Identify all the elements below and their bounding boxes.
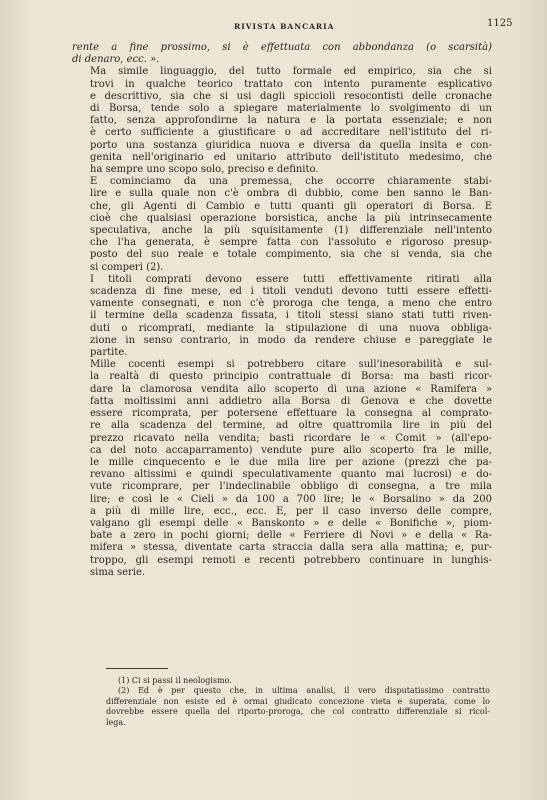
text-line: essere ricomprata, per potersene effettuare la consegna al comprato- bbox=[90, 408, 492, 420]
text-line: revano altissimi e quindi speculativamente quanto mai lucrosi) e do- bbox=[90, 469, 492, 481]
page-number: 1125 bbox=[487, 18, 513, 29]
text-line: Mille cocenti esempi si potrebbero citare sull'inesorabilità e sul- bbox=[90, 359, 492, 371]
text-line: vamente consegnati, e non c'è proroga che tenga, a meno che entro bbox=[90, 298, 492, 310]
text-line: scadenza di fine mese, ed i titoli venduti devono tutti essere effetti- bbox=[90, 286, 492, 298]
text-line: sima serie. bbox=[90, 566, 146, 578]
text-line: posto del suo reale e totale compimento, sia che si venda, sia che bbox=[90, 249, 492, 261]
text-line: si comperi (2). bbox=[90, 261, 164, 273]
footnote-1 bbox=[106, 676, 490, 686]
footnote-line: dovrebbe essere quella del riporto-proroga, che col contratto differenziale si ricol- bbox=[106, 707, 490, 717]
journal-title: RIVISTA BANCARIA bbox=[234, 22, 335, 31]
text-line: rente a fine prossimo, si è effettuata con abbondanza (o scarsità) bbox=[72, 42, 492, 53]
text-line: e descrittivo, sia che si usi dagli spiccioli resocontisti delle cronache bbox=[90, 90, 492, 102]
text-line: di Borsa, tende solo a spiegare materialmente lo svolgimento di un bbox=[90, 103, 492, 115]
article-body bbox=[72, 42, 492, 579]
text-line: fatto, senza approfondirne la natura e la portata essenziale; e non bbox=[90, 115, 492, 127]
footnote-2 bbox=[106, 686, 490, 728]
text-line: zione in senso contrario, in modo da rendere chiuse e pareggiate le bbox=[90, 334, 492, 346]
paragraph bbox=[72, 66, 492, 176]
text-line: la realtà di questo principio contrattuale di Borsa: ma basti ricor- bbox=[90, 371, 492, 383]
text-line: duti o ricomprati, mediante la stipulazione di una nuova obbliga- bbox=[90, 322, 492, 334]
footnote-line: (1) Ci si passi il neologismo. bbox=[118, 676, 232, 685]
text-line: cioè che qualsiasi operazione borsistica, anche la più intrinsecamente bbox=[90, 212, 492, 224]
text-line: è certo sufficiente a giustificare o ad accreditare nell'istituto del ri- bbox=[90, 127, 492, 139]
text-line: trovi in qualche teorico trattato con intento puramente esplicativo bbox=[90, 78, 492, 90]
text-line: prezzo ricavato nella vendita; basti ricordare le « Comit » (all'epo- bbox=[90, 432, 492, 444]
text-line: le mille cinquecento e le due mila lire per azione (prezzi che pa- bbox=[90, 456, 492, 468]
text-line: genita nell'originario ed unitario attributo dell'istituto medesimo, che bbox=[90, 151, 492, 163]
text-line: speculativa, anche la più squisitamente (1) differenziale nell'intento bbox=[90, 225, 492, 237]
text-line: ha sempre uno scopo solo, preciso e definito. bbox=[90, 164, 319, 176]
text-line: che, gli Agenti di Cambio e tutti quanti gli operatori di Borsa. E bbox=[90, 200, 492, 212]
paragraph bbox=[72, 359, 492, 579]
text-line: che l'ha generata, è sempre fatta con l'assoluto e rigoroso presup- bbox=[90, 237, 492, 249]
text-line: I titoli comprati devono essere tutti effettivamente ritirati alla bbox=[90, 273, 492, 285]
text-line: di denaro, ecc. ». bbox=[72, 54, 160, 66]
text-line: dare la clamorosa vendita allo scoperto di una azione « Ramifera » bbox=[90, 383, 492, 395]
text-line: fatta moltissimi anni addietro alla Borsa di Genova e che dovette bbox=[90, 395, 492, 407]
text-line: lire; e così le « Cieli » da 100 a 700 lire; le « Borsalino » da 200 bbox=[90, 493, 492, 505]
text-line: partite. bbox=[90, 347, 128, 359]
text-line: E cominciamo da una premessa, che occorre chiaramente stabi- bbox=[90, 176, 492, 188]
text-line: ca del noto accaparramento) vendute pure allo scoperto fra le mille, bbox=[90, 444, 492, 456]
paragraph-quote-end bbox=[72, 42, 492, 66]
text-line: re alla scadenza del termine, ad oltre quattromila lire in più del bbox=[90, 420, 492, 432]
text-line: vute ricomprare, per l'indeclinabile obbligo di consegna, a tre mila bbox=[90, 481, 492, 493]
text-line: il termine della scadenza fissata, i titoli stessi siano stati tutti riven- bbox=[90, 310, 492, 322]
text-line: lire e sulla quale non c'è ombra di dubbio, come ben sanno le Ban- bbox=[90, 188, 492, 200]
footnote-line: lega. bbox=[106, 717, 126, 727]
footnote-line: (2) Ed è per questo che, in ultima analisi, il vero disputatissimo contratto bbox=[118, 686, 490, 696]
text-line: troppo, gli esempi remoti e recenti potrebbero continuare in lunghis- bbox=[90, 554, 492, 566]
text-line: porto una sostanza giuridica nuova e diversa da quella insita e con- bbox=[90, 139, 492, 151]
running-header bbox=[0, 18, 547, 38]
text-line: bate a zero in pochi giorni; delle « Ferriere di Novi » e della « Ra- bbox=[90, 530, 492, 542]
text-line: mifera » stessa, diventate carta straccia dalla sera alla mattina; e, pur- bbox=[90, 542, 492, 554]
text-line: a più di mille lire, ecc., ecc. E, per il caso inverso delle compre, bbox=[90, 505, 492, 517]
paragraph bbox=[72, 274, 492, 359]
footnote-divider bbox=[106, 668, 168, 669]
text-line: valgano gli esempi delle « Banskonto » e delle « Bonifiche », piom- bbox=[90, 517, 492, 529]
footnote-line: differenziale non esiste ed è ormai giudicato concezione vieta e superata, come lo bbox=[106, 696, 490, 706]
text-line: Ma simile linguaggio, del tutto formale ed empirico, sia che si bbox=[90, 66, 492, 78]
footnotes bbox=[106, 676, 490, 728]
paragraph bbox=[72, 176, 492, 274]
